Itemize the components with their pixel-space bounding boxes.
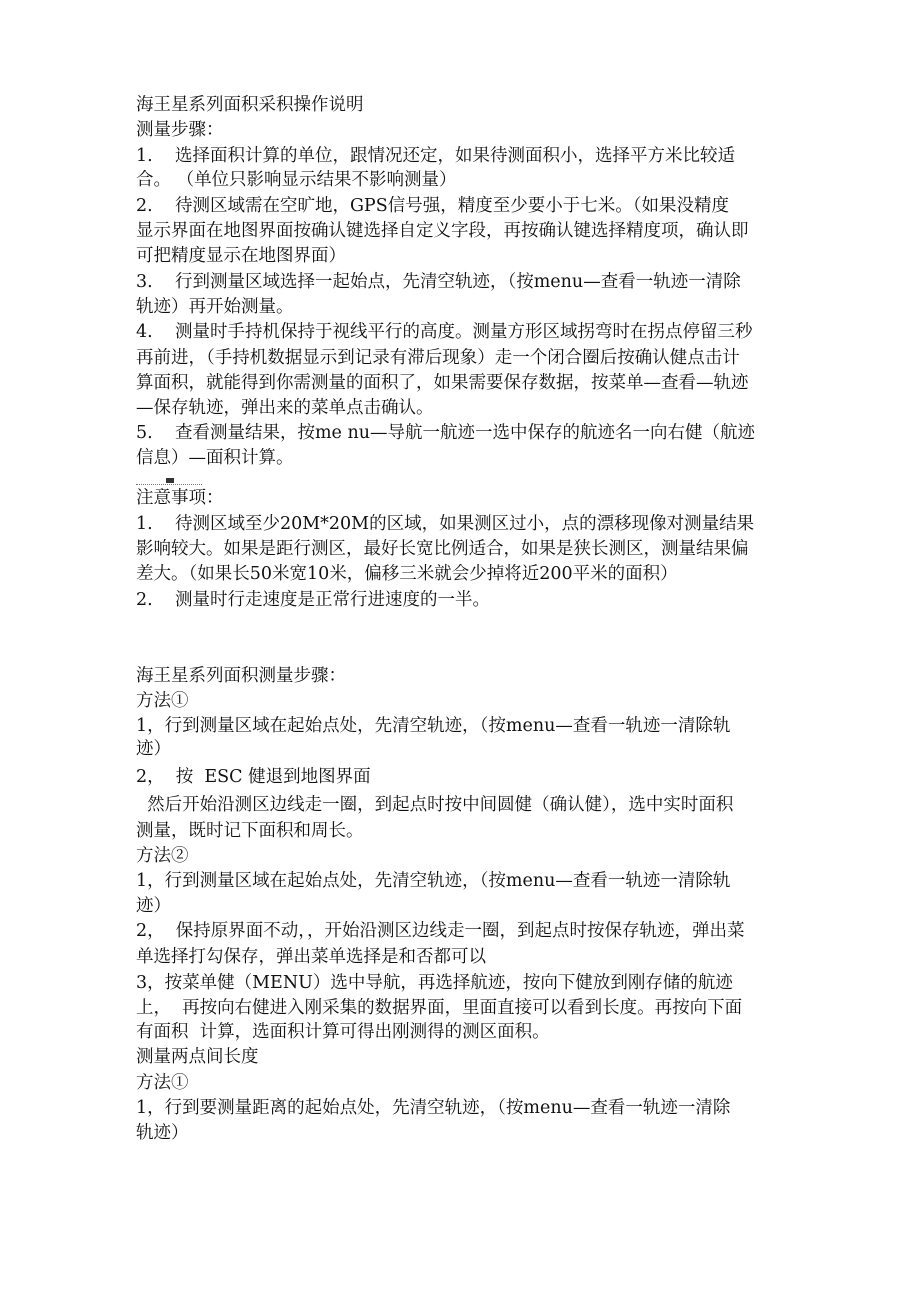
- text-line: 单选择打勾保存，弹出菜单选择是和否都可以: [136, 947, 486, 967]
- text-line: 3，按菜单健（MENU）选中导航，再选择航迹，按向下健放到刚存储的航迹: [136, 973, 733, 993]
- text-line: 2， 按 ESC 健退到地图界面: [136, 767, 371, 787]
- text-line: 方法②: [136, 846, 189, 866]
- text-line: 然后开始沿测区边线走一圈，到起点时按中间圆健（确认健），选中实时面积: [136, 795, 734, 815]
- text-line: 1. 待测区域至少20M*20M的区域，如果测区过小，点的漂移现像对测量结果: [136, 514, 755, 534]
- text-line: 再前进，（手持机数据显示到记录有滞后现象）走一个闭合圈后按确认健点击计: [136, 348, 740, 368]
- text-line: 5. 查看测量结果，按me nu—导航一航迹一选中保存的航迹名一向右健（航迹: [136, 423, 756, 443]
- text-line: 方法①: [136, 691, 189, 711]
- text-line: 测量步骤：: [136, 120, 224, 140]
- scribble-mark: [136, 480, 202, 485]
- text-line: 测量两点间长度: [136, 1047, 259, 1067]
- text-line: 方法①: [136, 1073, 189, 1093]
- text-line: —保存轨迹，弹出来的菜单点击确认。: [136, 398, 434, 418]
- text-line: 算面积，就能得到你需测量的面积了，如果需要保存数据，按菜单—查看—轨迹: [136, 373, 749, 393]
- text-line: 海王星系列面积采积操作说明: [136, 95, 364, 115]
- text-line: 影响较大。如果是距行测区，最好长宽比例适合，如果是狭长测区，测量结果偏: [136, 539, 749, 559]
- text-line: 可把精度显示在地图界面）: [136, 246, 346, 266]
- text-line: 信息）—面积计算。: [136, 448, 294, 468]
- text-line: 显示界面在地图界面按确认键选择自定义字段，再按确认键选择精度项，确认即: [136, 221, 749, 241]
- text-line: 轨迹）再开始测量。: [136, 297, 294, 317]
- text-line: 1，行到要测量距离的起始点处，先清空轨迹，（按menu—查看一轨迹一清除: [136, 1098, 731, 1118]
- text-line: 迹）: [136, 896, 171, 916]
- text-line: 1. 选择面积计算的单位，跟情况还定，如果待测面积小，选择平方米比较适: [136, 146, 735, 166]
- text-line: 2. 待测区域需在空旷地，GPS信号强，精度至少要小于七米。（如果没精度: [136, 196, 729, 216]
- text-line: 3. 行到测量区域选择一起始点，先清空轨迹，（按menu—查看一轨迹一清除: [136, 272, 741, 292]
- text-line: 1，行到测量区域在起始点处，先清空轨迹，（按menu—查看一轨迹一清除轨: [136, 716, 731, 736]
- text-line: 注意事项：: [136, 488, 224, 508]
- text-line: 差大。（如果长50米宽10米，偏移三米就会少掉将近200平米的面积）: [136, 564, 678, 584]
- text-line: 2， 保持原界面不动，，开始沿测区边线走一圈，到起点时按保存轨迹，弹出菜: [136, 921, 745, 941]
- text-line: 上， 再按向右健进入刚采集的数据界面，里面直接可以看到长度。再按向下面: [136, 998, 743, 1018]
- text-line: 4. 测量时手持机保持于视线平行的高度。测量方形区域拐弯时在拐点停留三秒: [136, 322, 753, 342]
- text-line: 测量，既时记下面积和周长。: [136, 821, 364, 841]
- text-line: 1，行到测量区域在起始点处，先清空轨迹，（按menu—查看一轨迹一清除轨: [136, 871, 731, 891]
- text-line: 迹）: [136, 739, 171, 759]
- text-line: 合。 （单位只影响显示结果不影响测量）: [136, 170, 457, 190]
- text-line: 有面积 计算，选面积计算可得出刚测得的测区面积。: [136, 1022, 550, 1042]
- text-line: 轨迹）: [136, 1123, 189, 1143]
- text-line: 2. 测量时行走速度是正常行进速度的一半。: [136, 590, 490, 610]
- text-line: 海王星系列面积测量步骤：: [136, 666, 346, 686]
